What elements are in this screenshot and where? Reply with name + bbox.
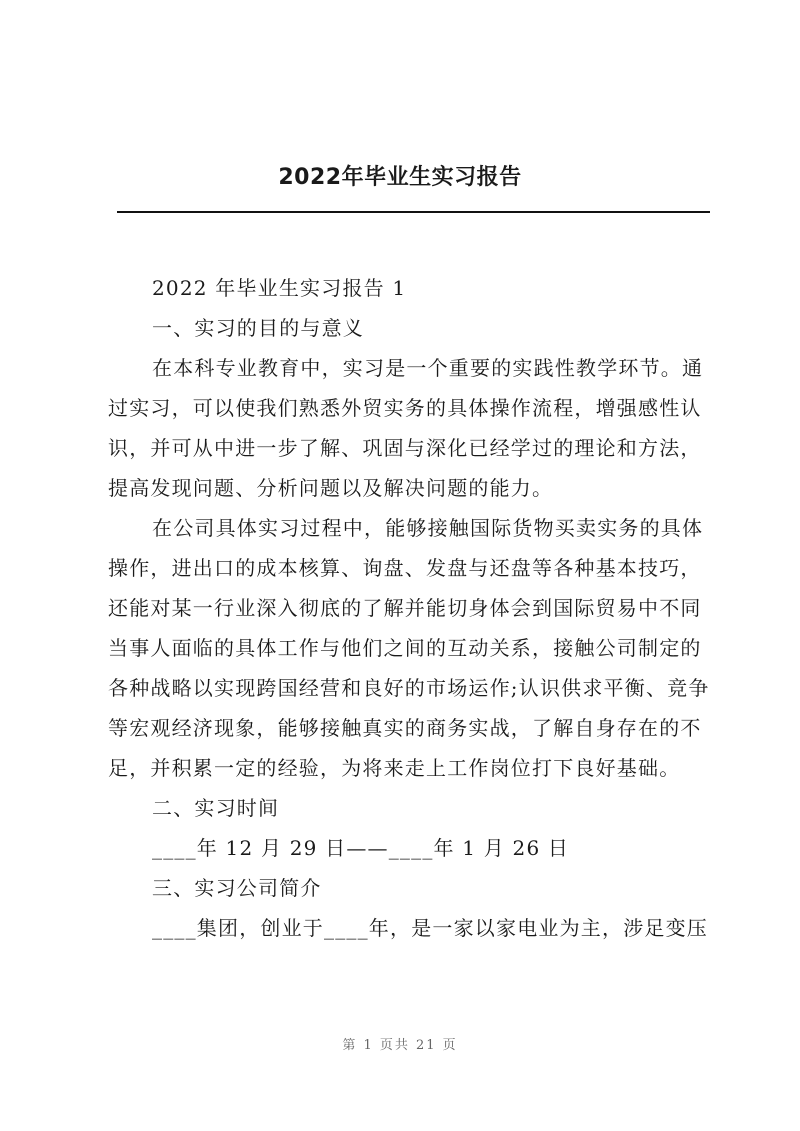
paragraph-company: ____集团，创业于____年，是一家以家电业为主，涉足变压 bbox=[152, 916, 708, 940]
section-heading-time: 二、实习时间 bbox=[152, 796, 280, 820]
document-title: 2022年毕业生实习报告 bbox=[278, 165, 522, 190]
page-footer: 第 1 页共 21 页 bbox=[342, 1038, 458, 1053]
title-divider bbox=[117, 211, 710, 213]
internship-period: ____年 12 月 29 日——____年 1 月 26 日 bbox=[152, 836, 570, 860]
section-heading-company: 三、实习公司简介 bbox=[152, 876, 322, 900]
document-body bbox=[108, 268, 712, 948]
section-heading-purpose: 一、实习的目的与意义 bbox=[152, 316, 364, 340]
report-subtitle: 2022 年毕业生实习报告 1 bbox=[152, 276, 407, 300]
paragraph-purpose: 在本科专业教育中，实习是一个重要的实践性教学环节。通过实习，可以使我们熟悉外贸实务的具体操作流程，增强感性认识，并可从中进一步了解、巩固与深化已经学过的理论和方法，提高发现问题、分析问题以及解决问题的能力。 bbox=[108, 356, 704, 500]
paragraph-process: 在公司具体实习过程中，能够接触国际货物买卖实务的具体操作，进出口的成本核算、询盘、发盘与还盘等各种基本技巧，还能对某一行业深入彻底的了解并能切身体会到国际贸易中不同当事人面临的具体工作与他们之间的互动关系，接触公司制定的各种战略以实现跨国经营和良好的市场运作;认识供求平衡、竞争等宏观经济现象，能够接触真实的商务实战，了解自身存在的不足，并积累一定的经验，为将来走上工作岗位打下良好基础。 bbox=[108, 516, 710, 780]
